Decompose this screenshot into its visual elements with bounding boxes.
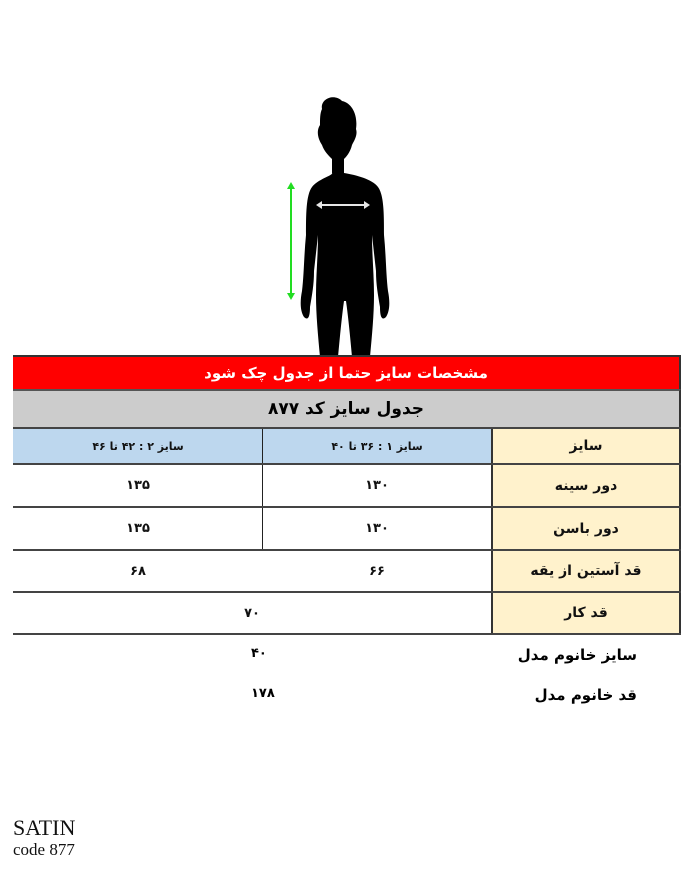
model-height-info	[13, 686, 681, 716]
female-silhouette-icon	[260, 95, 420, 357]
table-row	[13, 591, 681, 635]
row-label-length: قد کار	[491, 593, 681, 633]
row-label-hip: دور باسن	[491, 508, 681, 549]
header-size1: سایز ۱ : ۳۶ تا ۴۰	[263, 429, 491, 463]
table-header-row	[13, 427, 681, 463]
model-size-label: سایز خانوم مدل	[517, 646, 637, 664]
table-title: جدول سایز کد ۸۷۷	[13, 389, 681, 427]
table-row	[13, 506, 681, 549]
row-label-chest: دور سینه	[491, 465, 681, 506]
header-size2: سایز ۲ : ۴۲ تا ۴۶	[13, 429, 263, 463]
sleeve-size2: ۶۸	[130, 563, 146, 579]
brand-block	[13, 816, 75, 860]
length-value: ۷۰	[244, 605, 260, 621]
model-size-info	[13, 646, 681, 676]
hip-size1: ۱۳۰	[365, 521, 389, 536]
chest-size1: ۱۳۰	[365, 478, 389, 493]
row-label-sleeve: قد آستین از یقه	[491, 551, 681, 591]
brand-name: SATIN	[13, 815, 76, 840]
sleeve-size1: ۶۶	[369, 563, 385, 579]
table-row	[13, 549, 681, 591]
table-row	[13, 463, 681, 506]
model-height-label: قد خانوم مدل	[534, 686, 637, 704]
warning-banner: مشخصات سایز حتما از جدول چک شود	[13, 355, 681, 389]
model-size-value: ۴۰	[251, 646, 267, 661]
header-label: سایز	[491, 429, 681, 463]
model-height-value: ۱۷۸	[251, 686, 275, 701]
product-code: code 877	[13, 840, 75, 859]
chest-size2: ۱۳۵	[126, 478, 150, 493]
hip-size2: ۱۳۵	[126, 521, 150, 536]
